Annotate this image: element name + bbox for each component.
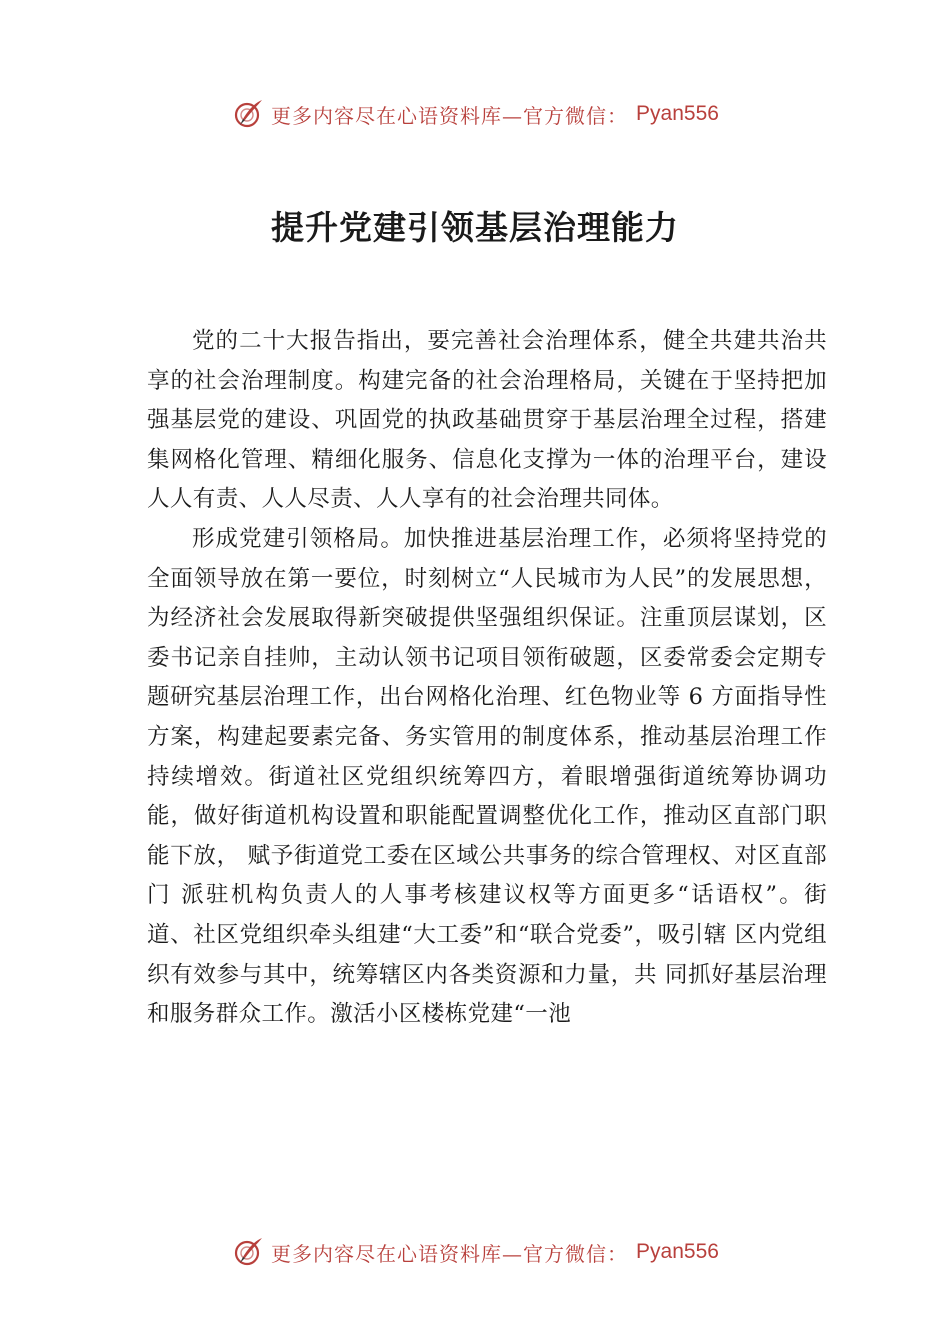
document-body — [147, 322, 827, 1035]
paragraph: 党的二十大报告指出，要完善社会治理体系，健全共建共治共享的社会治理制度。构建完备的社会治理格局，关键在于坚持把加强基层党的建设、巩固党的执政基础贯穿于基层治理全过程，搭建集网格化管理、精细化服务、信息化支撑为一体的治理平台，建设人人有责、人人尽责、人人享有的社会治理共同体。 — [147, 328, 827, 513]
header-banner — [0, 94, 950, 134]
banner-text: 更多内容尽在心语资料库—官方微信： — [271, 103, 629, 128]
quill-pen-circle-icon — [231, 1235, 265, 1269]
banner-text: 更多内容尽在心语资料库—官方微信： — [271, 1241, 629, 1266]
quill-pen-circle-icon — [231, 97, 265, 131]
document-title: 提升党建引领基层治理能力 — [271, 208, 679, 247]
paragraph: 形成党建引领格局。加快推进基层治理工作，必须将坚持党的全面领导放在第一要位，时刻树立“人民城市为人民”的发展思想，为经济社会发展取得新突破提供坚强组织保证。注重顶层谋划，区委书记亲自挂帅，主动认领书记项目领衔破题，区委常委会定期专题研究基层治理工作，出台网格化治理、红色物业等 6 方面指导性方案，构建起要素完备、务实管用的制度体系，推动基层治理工作持续增效。街道社区党组织统筹四方，着眼增强街道统筹协调功能，做好街道机构设置和职能配置调整优化工作，推动区直部门职能下放， 赋予街道党工委在区域公共事务的综合管理权、对区直部门 派驻机构负责人的人事考核建议权等方面更多“话语权”。街 道、社区党组织牵头组建“大工委”和“联合党委”，吸引辖 区内党组织有效参与其中，统筹辖区内各类资源和力量，共 同抓好基层治理和服务群众工作。激活小区楼栋党建“一池 — [147, 525, 827, 1028]
wechat-id: Pyan556 — [636, 102, 719, 125]
footer-banner — [0, 1232, 950, 1272]
wechat-id: Pyan556 — [636, 1240, 719, 1263]
